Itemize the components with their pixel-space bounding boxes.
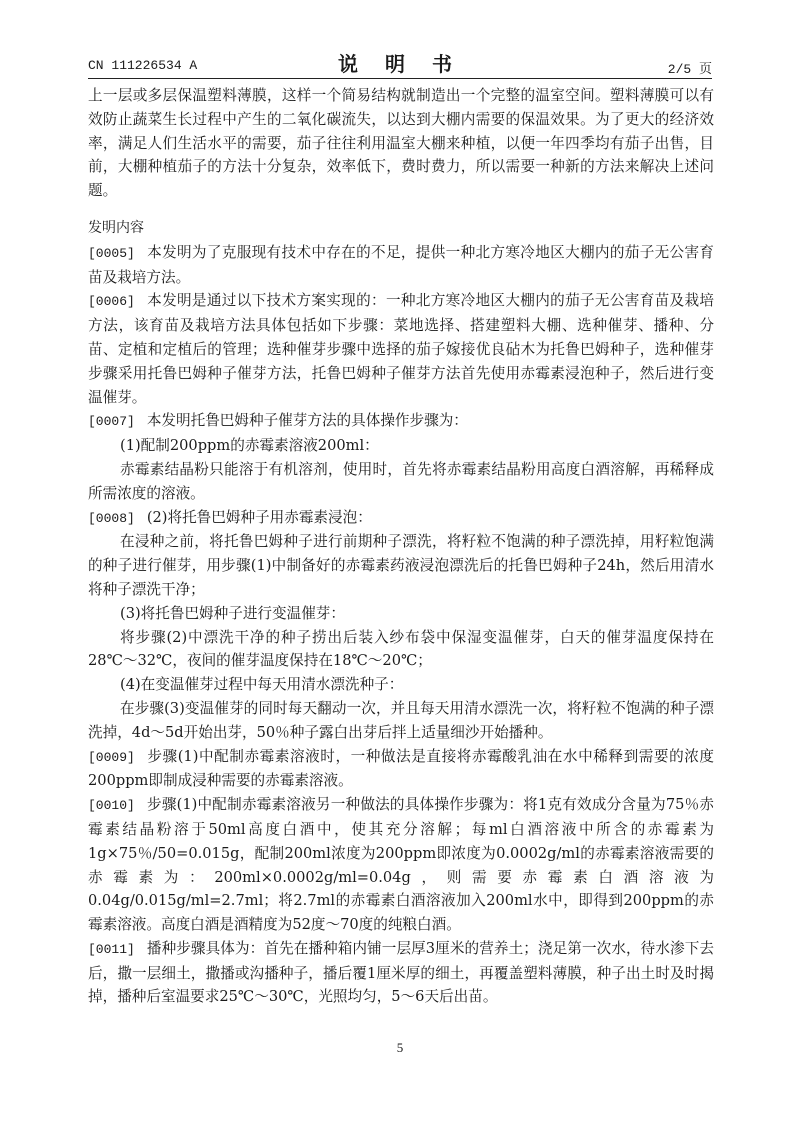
step-3-text: 将步骤(2)中漂洗干净的种子捞出后装入纱布袋中保湿变温催芽，白天的催芽温度保持在28℃～32℃，夜间的催芽温度保持在18℃～20℃； — [88, 628, 714, 670]
paragraph-text: 步骤(1)中配制赤霉素溶液另一种做法的具体操作步骤为：将1克有效成分含量为75％赤霉素结晶粉溶于50ml高度白酒中，使其充分溶解；每ml白酒溶液中所含的赤霉素为1g×75％/50=0.015g，配制200ml浓度为200ppm即浓度为0.0002g/ml的赤霉素溶液需要的赤霉素为：200ml×0.0002g/ml=0.04g，则需要赤霉素白酒溶液为0.04g/0.015g/ml=2.7ml；将2.7ml的赤霉素白酒溶液加入200ml水中，即得到200ppm的赤霉素溶液。高度白酒是酒精度为52度～70度的纯粮白酒。 — [88, 796, 714, 934]
page-indicator: 2/5 页 — [667, 62, 712, 77]
paragraph-number: [0006] — [88, 294, 135, 310]
paragraph-0008 — [88, 506, 714, 531]
step-1-text: 赤霉素结晶粉只能溶于有机溶剂，使用时，首先将赤霉素结晶粉用高度白酒溶解，再稀释成所需浓度的溶液。 — [88, 460, 714, 502]
paragraph-0010 — [88, 793, 714, 937]
paragraph-text: 本发明为了克服现有技术中存在的不足，提供一种北方寒冷地区大棚内的茄子无公害育苗及栽培方法。 — [88, 243, 714, 286]
paragraph-number: [0009] — [88, 749, 135, 765]
step-2-text: 在浸种之前，将托鲁巴姆种子进行前期种子漂洗，将籽粒不饱满的种子漂洗掉，用籽粒饱满的种子进行催芽，用步骤(1)中制备好的赤霉素药液浸泡漂洗后的托鲁巴姆种子24h，然后用清水将种子漂洗干净； — [88, 533, 714, 598]
paragraph-number: [0007] — [88, 414, 135, 430]
paragraph-text: 本发明托鲁巴姆种子催芽方法的具体操作步骤为： — [146, 412, 468, 430]
paragraph-number: [0008] — [88, 510, 135, 526]
page-header — [88, 48, 712, 78]
step-2-title: (2)将托鲁巴姆种子用赤霉素浸泡： — [146, 508, 372, 526]
paragraph-number: [0011] — [88, 941, 135, 957]
document-body — [88, 84, 714, 1009]
paragraph-text: 步骤(1)中配制赤霉素溶液时，一种做法是直接将赤霉酸乳油在水中稀释到需要的浓度200ppm即制成浸种需要的赤霉素溶液。 — [88, 747, 714, 790]
paragraph-0007 — [88, 409, 714, 434]
intro-paragraph: 上一层或多层保温塑料薄膜，这样一个简易结构就制造出一个完整的温室空间。塑料薄膜可以有效防止蔬菜生长过程中产生的二氧化碳流失，以达到大棚内需要的保温效果。为了更大的经济效率，满足人们生活水平的需要，茄子往往利用温室大棚来种植，以便一年四季均有茄子出售，目前，大棚种植茄子的方法十分复杂，效率低下，费时费力，所以需要一种新的方法来解决上述问题。 — [88, 87, 714, 200]
patent-number: CN 111226534 A — [88, 58, 198, 73]
step-4-title: (4)在变温催芽过程中每天用清水漂洗种子： — [120, 676, 404, 694]
paragraph-0006 — [88, 289, 714, 409]
step-4-text: 在步骤(3)变温催芽的同时每天翻动一次，并且每天用清水漂洗一次，将籽粒不饱满的种子漂洗掉，4d～5d开始出芽，50％种子露白出芽后拌上适量细沙开始播种。 — [88, 699, 714, 741]
paragraph-text: 本发明是通过以下技术方案实现的：一种北方寒冷地区大棚内的茄子无公害育苗及栽培方法，该育苗及栽培方法具体包括如下步骤：菜地选择、搭建塑料大棚、选种催芽、播种、分苗、定植和定植后的管理；选种催芽步骤中选择的茄子嫁接优良砧木为托鲁巴姆种子，选种催芽步骤采用托鲁巴姆种子催芽方法，托鲁巴姆种子催芽方法首先使用赤霉素浸泡种子，然后进行变温催芽。 — [88, 292, 714, 406]
paragraph-0009 — [88, 745, 714, 794]
step-1-title: (1)配制200ppm的赤霉素溶液200ml： — [120, 437, 379, 455]
document-title: 说 明 书 — [338, 52, 462, 76]
paragraph-number: [0005] — [88, 245, 135, 261]
paragraph-number: [0010] — [88, 798, 135, 814]
paragraph-0011 — [88, 937, 714, 1009]
section-title: 发明内容 — [88, 219, 144, 236]
paragraph-text: 播种步骤具体为：首先在播种箱内铺一层厚3厘米的营养土；浇足第一次水，待水渗下去后，撒一层细土，撒播或沟播种子，播后覆1厘米厚的细土，再覆盖塑料薄膜，种子出土时及时揭掉，播种后室温要求25℃～30℃，光照均匀，5～6天后出苗。 — [88, 939, 714, 1006]
step-3-title: (3)将托鲁巴姆种子进行变温催芽： — [120, 604, 345, 622]
paragraph-0005 — [88, 241, 714, 290]
page-number: 5 — [396, 1040, 404, 1055]
header-divider — [88, 78, 712, 79]
